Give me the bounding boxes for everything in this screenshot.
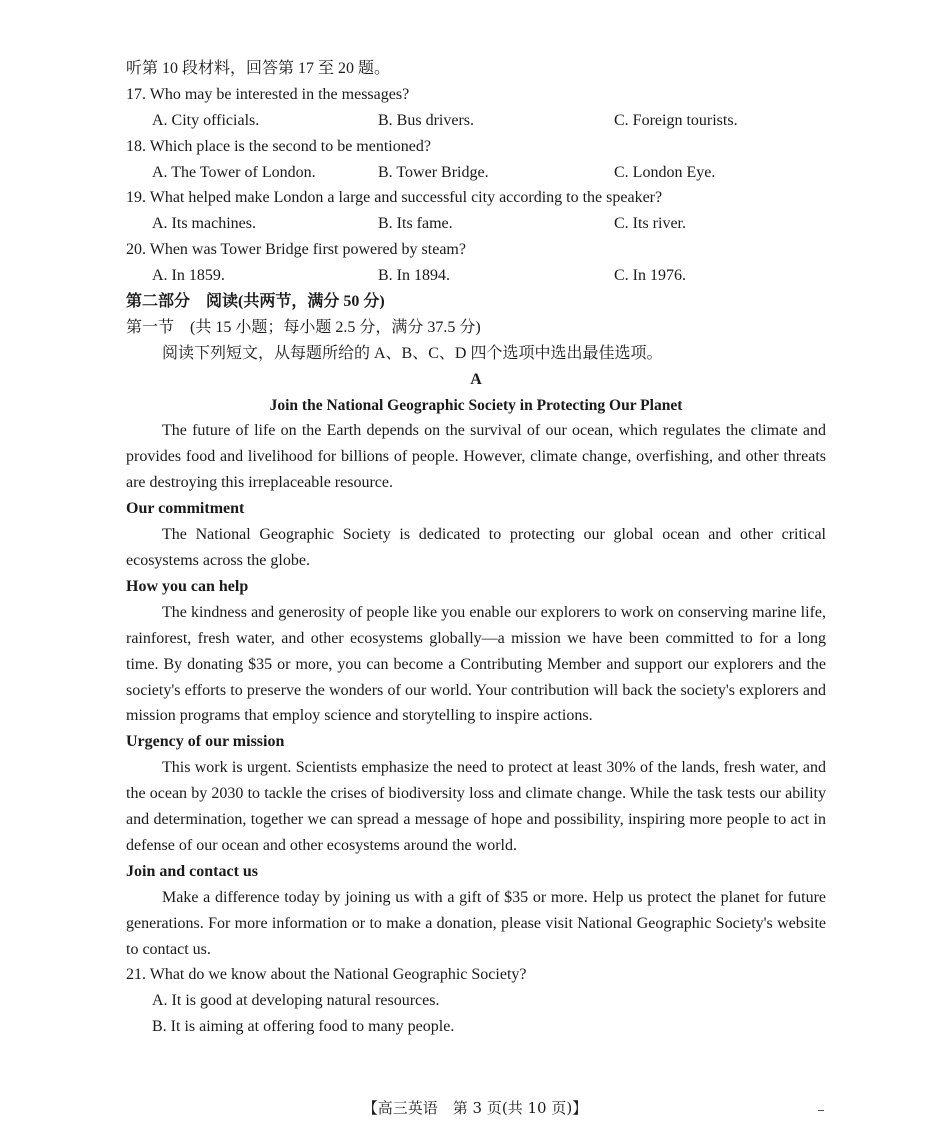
question-20: 20. When was Tower Bridge first powered by steam? [126, 241, 466, 259]
question-17-options [126, 108, 826, 134]
question-17: 17. Who may be interested in the messages? [126, 85, 410, 103]
section-heading-commitment: Our commitment [126, 500, 245, 518]
section-body-commitment: The National Geographic Society is dedicated to protecting our global ocean and other critical ecosystems across the globe. [126, 526, 826, 569]
listening-instruction: 听第 10 段材料，回答第 17 至 20 题。 [126, 60, 391, 77]
passage-letter: A [470, 370, 482, 388]
question-18-options [126, 160, 826, 186]
option-b: B. Bus drivers. [378, 111, 474, 129]
reading-instruction: 阅读下列短文，从每题所给的 A、B、C、D 四个选项中选出最佳选项。 [162, 344, 663, 362]
option-c: C. Its river. [614, 215, 686, 233]
section-heading-join: Join and contact us [126, 862, 259, 880]
option-b: B. Its fame. [378, 215, 453, 233]
question-19-options [126, 211, 826, 237]
section-heading: 第一节 (共 15 小题；每小题 2.5 分，满分 37.5 分) [126, 318, 481, 336]
section-heading-urgency: Urgency of our mission [126, 733, 285, 751]
option-c: C. In 1976. [614, 267, 686, 285]
section-body-join: Make a difference today by joining us with a gift of $35 or more. Help us protect the planet for future generations. For more information or to make a donation, please visit National Geographic Society's website to contact us. [126, 888, 826, 958]
option-b: B. In 1894. [378, 267, 450, 285]
part-heading: 第二部分 阅读(共两节，满分 50 分) [126, 293, 385, 311]
passage-intro: The future of life on the Earth depends on the survival of our ocean, which regulates the climate and provides food and livelihood for billions of people. However, climate change, overfishing, and other threats are destroying this irreplaceable resource. [126, 422, 826, 492]
option-a: A. City officials. [152, 111, 260, 129]
page-mark [818, 1110, 824, 1111]
option-a: A. Its machines. [152, 215, 256, 233]
option-b: B. Tower Bridge. [378, 163, 489, 181]
exam-page [126, 56, 826, 1040]
section-body-help: The kindness and generosity of people like you enable our explorers to work on conserving marine life, rainforest, fresh water, and other ecosystems globally—a mission we have been committed to for a long time. By donating $35 or more, you can become a Contributing Member and support our explorers and the society's efforts to preserve the wonders of our world. Your contribution will back the society's explorers and mission programs that employ science and storytelling to inspire actions. [126, 603, 826, 725]
option-a: A. In 1859. [152, 267, 225, 285]
question-19: 19. What helped make London a large and successful city according to the speaker? [126, 189, 663, 207]
option-c: C. Foreign tourists. [614, 111, 738, 129]
passage-title: Join the National Geographic Society in Protecting Our Planet [269, 396, 683, 414]
question-18: 18. Which place is the second to be mentioned? [126, 137, 431, 155]
option-c: C. London Eye. [614, 163, 716, 181]
question-21-option-a: A. It is good at developing natural resources. [152, 992, 440, 1010]
option-a: A. The Tower of London. [152, 163, 316, 181]
section-heading-help: How you can help [126, 577, 249, 595]
question-21-option-b: B. It is aiming at offering food to many people. [152, 1018, 455, 1036]
question-20-options [126, 263, 826, 289]
section-body-urgency: This work is urgent. Scientists emphasize the need to protect at least 30% of the lands, fresh water, and the ocean by 2030 to tackle the crises of biodiversity loss and climate change. While the task tests our ability and determination, together we can spread a message of hope and possibility, inspiring more people to act in defense of our ocean and other ecosystems around the world. [126, 759, 826, 854]
question-21: 21. What do we know about the National Geographic Society? [126, 966, 527, 984]
page-footer: 【高三英语 第 3 页(共 10 页)】 [362, 1099, 588, 1117]
